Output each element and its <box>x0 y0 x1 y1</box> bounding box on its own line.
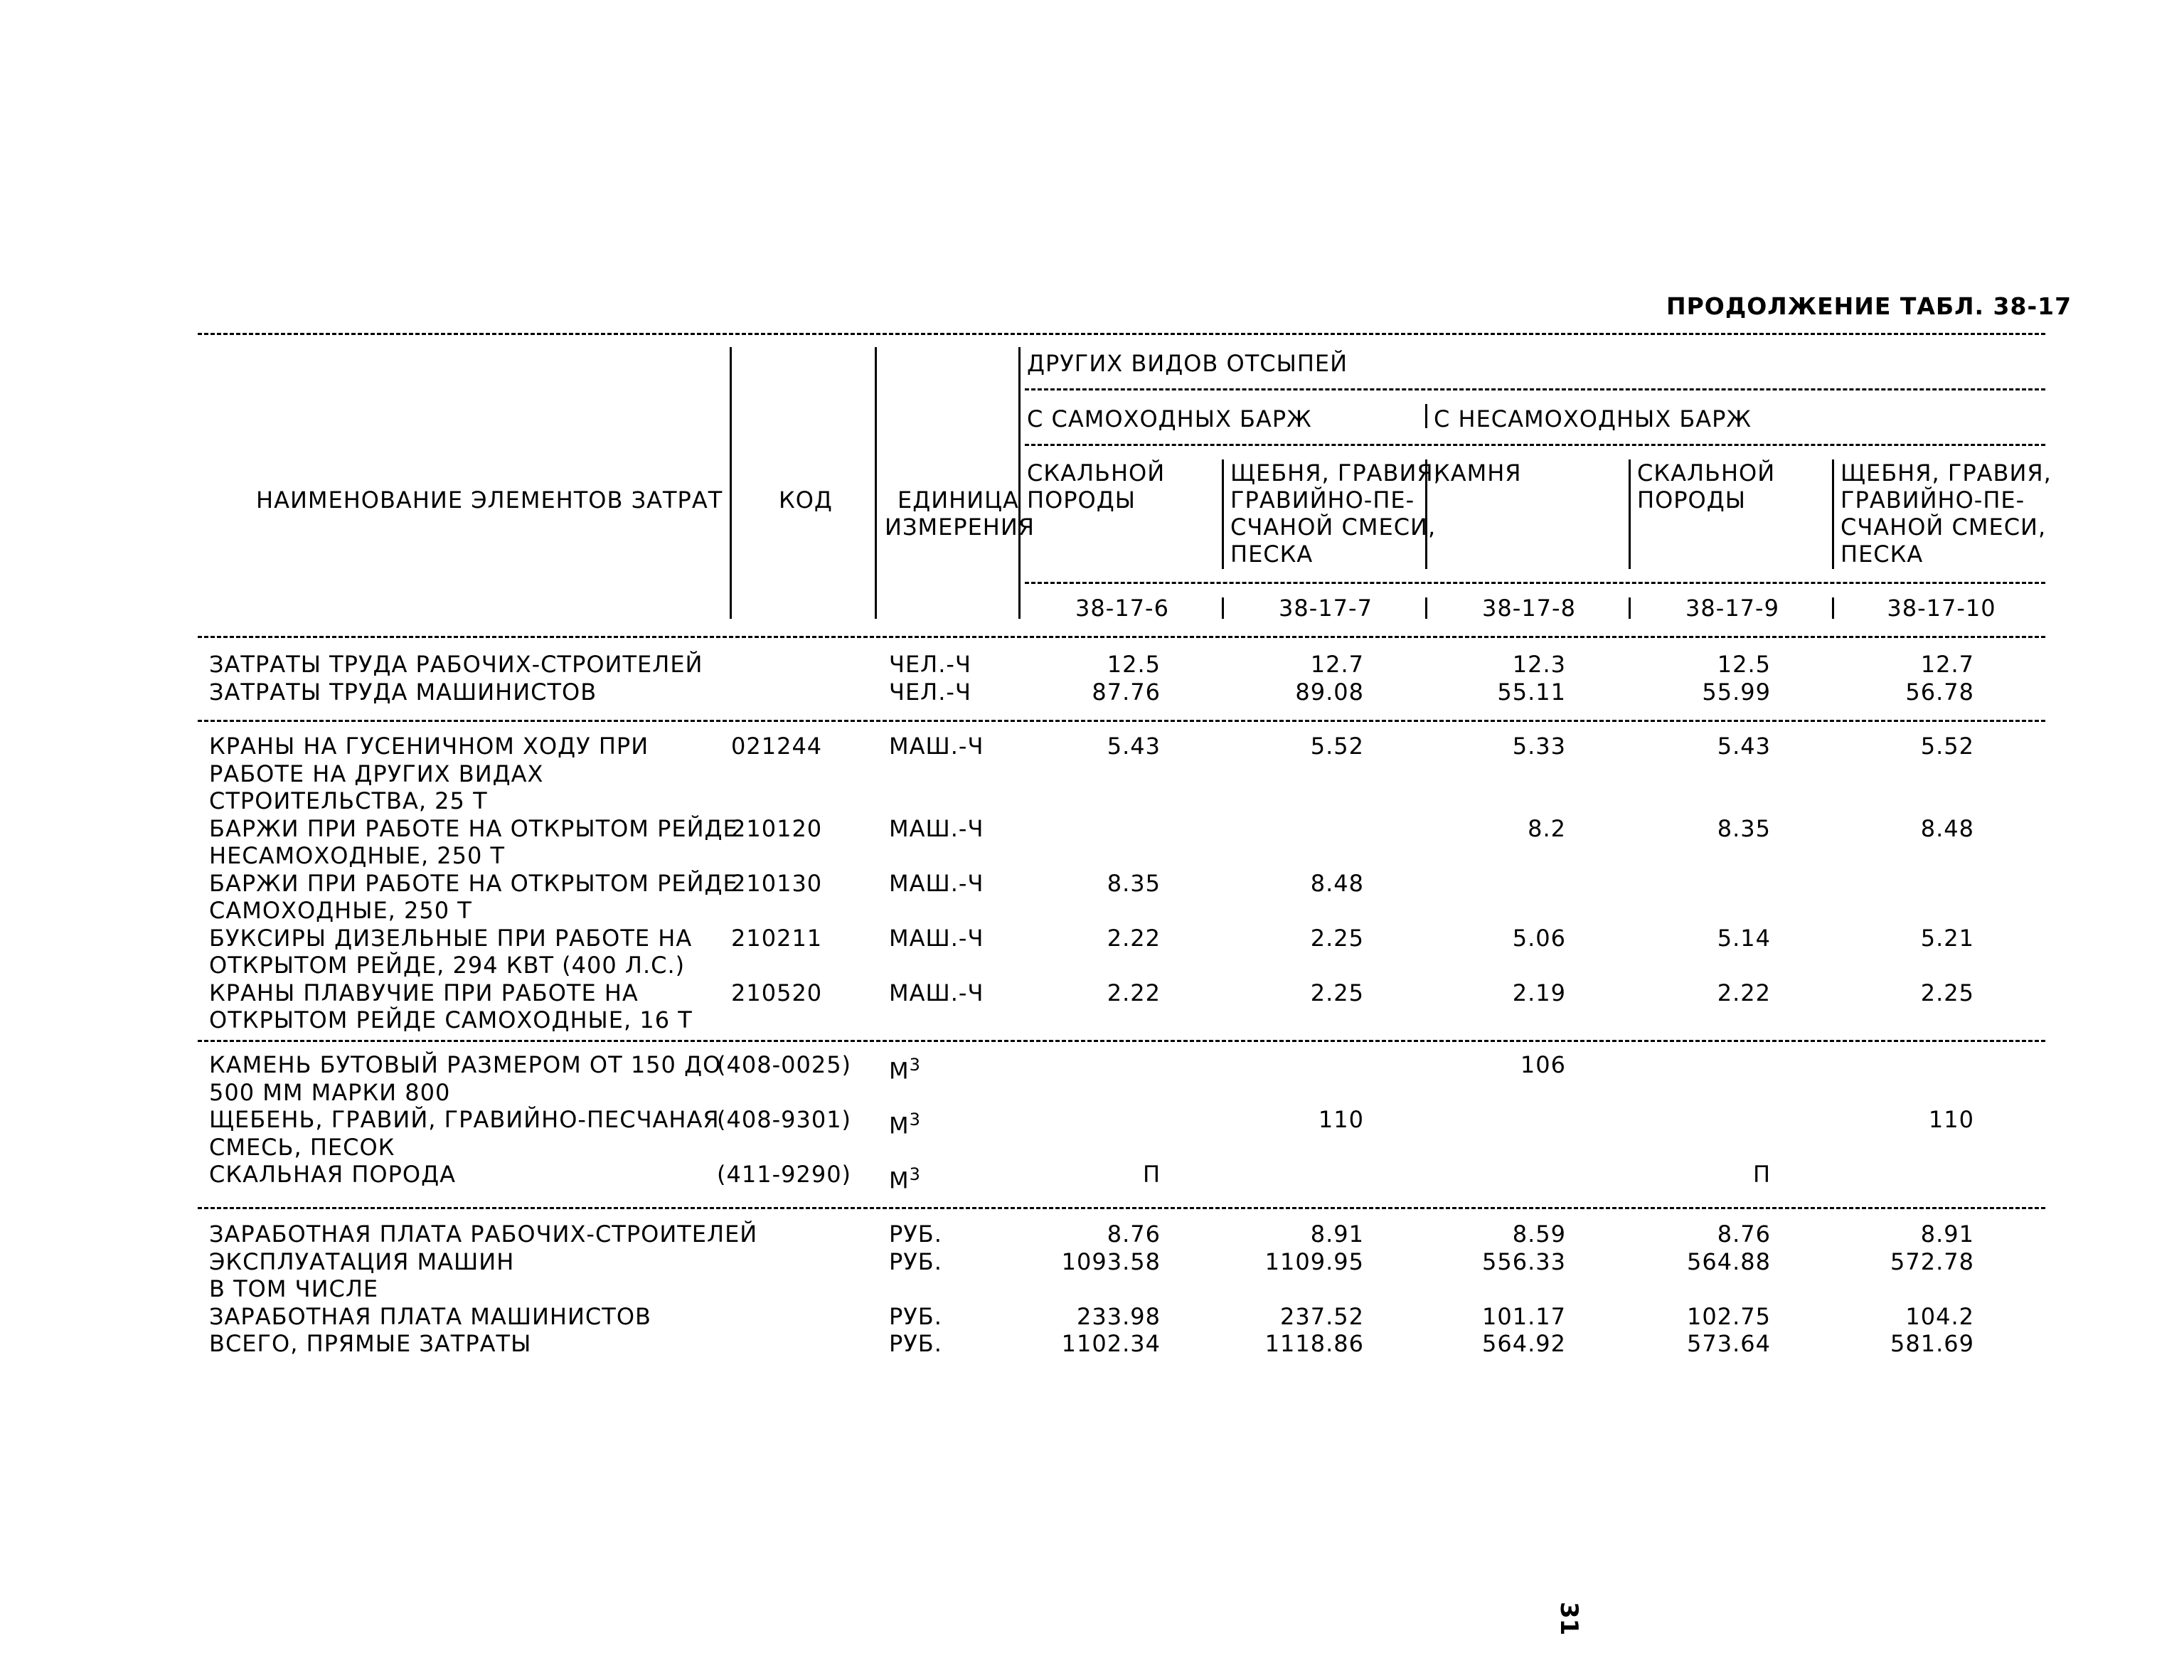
norm-code-5: 38-17-10 <box>1887 595 1996 622</box>
row-unit: МАШ.-Ч <box>889 733 984 760</box>
mat-header-2-line2: ГРАВИЙНО-ПЕ- <box>1230 487 1415 514</box>
row-value-col-3: 55.11 <box>1497 678 1566 706</box>
row-name-line: БУКСИРЫ ДИЗЕЛЬНЫЕ ПРИ РАБОТЕ НА <box>209 924 693 952</box>
header-divider-mat-4 <box>1832 459 1834 569</box>
row-value-col-3: 5.06 <box>1512 924 1566 952</box>
row-value-col-3: 2.19 <box>1512 979 1566 1006</box>
row-value-col-5: 2.25 <box>1920 979 1974 1006</box>
header-divider-code <box>875 347 877 619</box>
header-divider-code-1 <box>1222 597 1224 619</box>
row-unit: РУБ. <box>889 1248 942 1275</box>
row-value-col-5: 5.52 <box>1920 733 1974 760</box>
norm-code-1: 38-17-6 <box>1075 595 1169 622</box>
row-value-col-1: 2.22 <box>1107 979 1161 1006</box>
row-value-col-1: 2.22 <box>1107 924 1161 952</box>
row-name-line: ЗАТРАТЫ ТРУДА МАШИНИСТОВ <box>209 678 597 706</box>
row-name-line: КАМЕНЬ БУТОВЫЙ РАЗМЕРОМ ОТ 150 ДО <box>209 1051 722 1078</box>
row-value-col-4: 5.43 <box>1717 733 1771 760</box>
header-rule-subgroup <box>1025 444 2045 446</box>
row-code: (408-0025) <box>717 1051 852 1078</box>
header-divider-mat-1 <box>1222 459 1224 569</box>
col-header-name: НАИМЕНОВАНИЕ ЭЛЕМЕНТОВ ЗАТРАТ <box>256 487 723 514</box>
row-value-col-4: 8.35 <box>1717 814 1771 842</box>
header-rule-codes <box>1025 582 2045 584</box>
row-value-col-1: 1093.58 <box>1061 1248 1161 1275</box>
row-unit: МАШ.-Ч <box>889 869 984 897</box>
unit-superscript: 3 <box>909 1110 921 1129</box>
row-unit: МАШ.-Ч <box>889 979 984 1006</box>
row-value-col-5: 8.91 <box>1920 1221 1974 1248</box>
col-header-group: ДРУГИХ ВИДОВ ОТСЫПЕЙ <box>1027 350 1348 377</box>
row-value-col-2: 2.25 <box>1310 979 1364 1006</box>
row-value-col-5: 572.78 <box>1890 1248 1974 1275</box>
row-value-col-3: 564.92 <box>1482 1330 1566 1357</box>
row-name-line: КРАНЫ НА ГУСЕНИЧНОМ ХОДУ ПРИ <box>209 733 649 760</box>
table-top-rule <box>198 333 2045 335</box>
row-name-line: ЗАТРАТЫ ТРУДА РАБОЧИХ-СТРОИТЕЛЕЙ <box>209 651 703 678</box>
mat-header-5-line1: ЩЕБНЯ, ГРАВИЯ, <box>1841 459 2052 487</box>
row-unit: $М^3$ <box>889 1055 921 1085</box>
row-value-col-5: 110 <box>1928 1106 1974 1133</box>
row-value-col-3: 12.3 <box>1512 651 1566 678</box>
row-value-col-4: 573.64 <box>1687 1330 1771 1357</box>
row-unit: РУБ. <box>889 1221 942 1248</box>
header-divider-mat-3 <box>1629 459 1631 569</box>
row-name-line: БАРЖИ ПРИ РАБОТЕ НА ОТКРЫТОМ РЕЙДЕ <box>209 814 738 842</box>
row-code: 021244 <box>731 733 823 760</box>
row-code: (408-9301) <box>717 1106 852 1133</box>
row-value-col-5: 8.48 <box>1920 814 1974 842</box>
mat-header-5-line4: ПЕСКА <box>1841 541 1924 568</box>
mat-header-2-line4: ПЕСКА <box>1230 541 1314 568</box>
mat-header-5-line2: ГРАВИЙНО-ПЕ- <box>1841 487 2025 514</box>
col-header-self-propelled: С САМОХОДНЫХ БАРЖ <box>1027 405 1312 432</box>
row-name-line: КРАНЫ ПЛАВУЧИЕ ПРИ РАБОТЕ НА <box>209 979 639 1006</box>
section-rule-machines <box>198 720 2045 722</box>
col-header-unit-line1: ЕДИНИЦА <box>897 487 1019 514</box>
row-value-col-1: 12.5 <box>1107 651 1161 678</box>
row-value-col-1: 1102.34 <box>1061 1330 1161 1357</box>
row-name-line: ЗАРАБОТНАЯ ПЛАТА МАШИНИСТОВ <box>209 1302 651 1330</box>
row-name-line: НЕСАМОХОДНЫЕ, 250 Т <box>209 842 506 869</box>
mat-header-5-line3: СЧАНОЙ СМЕСИ, <box>1841 514 2047 541</box>
col-header-unit-line2: ИЗМЕРЕНИЯ <box>885 514 1035 541</box>
row-name-line: СКАЛЬНАЯ ПОРОДА <box>209 1161 456 1188</box>
row-value-col-4: 55.99 <box>1702 678 1771 706</box>
mat-header-3-line1: КАМНЯ <box>1434 459 1522 487</box>
row-value-col-4: 5.14 <box>1717 924 1771 952</box>
row-value-col-3: 5.33 <box>1512 733 1566 760</box>
row-value-col-5: 56.78 <box>1905 678 1974 706</box>
section-rule-materials <box>198 1040 2045 1042</box>
row-unit: ЧЕЛ.-Ч <box>889 651 971 678</box>
row-unit: МАШ.-Ч <box>889 814 984 842</box>
row-value-col-3: 8.2 <box>1528 814 1566 842</box>
row-code: 210130 <box>731 869 823 897</box>
row-name-line: ЗАРАБОТНАЯ ПЛАТА РАБОЧИХ-СТРОИТЕЛЕЙ <box>209 1221 758 1248</box>
header-rule-group <box>1025 388 2045 390</box>
row-unit: РУБ. <box>889 1302 942 1330</box>
row-unit: ЧЕЛ.-Ч <box>889 678 971 706</box>
unit-superscript: 3 <box>909 1164 921 1184</box>
row-unit: РУБ. <box>889 1330 942 1357</box>
row-value-col-4: 2.22 <box>1717 979 1771 1006</box>
row-value-col-4: 102.75 <box>1687 1302 1771 1330</box>
row-code: 210120 <box>731 814 823 842</box>
row-code: (411-9290) <box>717 1161 852 1188</box>
row-value-col-4: 12.5 <box>1717 651 1771 678</box>
header-divider-code-4 <box>1832 597 1834 619</box>
row-unit: МАШ.-Ч <box>889 924 984 952</box>
mat-header-1-line2: ПОРОДЫ <box>1027 487 1136 514</box>
row-value-col-3: 556.33 <box>1482 1248 1566 1275</box>
row-name-line: В ТОМ ЧИСЛЕ <box>209 1275 379 1302</box>
norm-code-3: 38-17-8 <box>1482 595 1576 622</box>
row-name-line: ОТКРЫТОМ РЕЙДЕ САМОХОДНЫЕ, 16 Т <box>209 1006 693 1033</box>
row-value-col-2: 89.08 <box>1295 678 1364 706</box>
page-number: 31 <box>1555 1602 1583 1636</box>
mat-header-4-line2: ПОРОДЫ <box>1637 487 1746 514</box>
row-name-line: 500 ММ МАРКИ 800 <box>209 1078 451 1106</box>
row-value-col-1: 233.98 <box>1077 1302 1161 1330</box>
header-divider-code-2 <box>1425 597 1427 619</box>
row-value-col-5: 5.21 <box>1920 924 1974 952</box>
row-value-col-2: 110 <box>1318 1106 1364 1133</box>
row-code: 210520 <box>731 979 823 1006</box>
mat-header-4-line1: СКАЛЬНОЙ <box>1637 459 1776 487</box>
row-unit: $М^3$ <box>889 1110 921 1139</box>
row-name-line: ЩЕБЕНЬ, ГРАВИЙ, ГРАВИЙНО-ПЕСЧАНАЯ <box>209 1106 720 1133</box>
row-name-line: ОТКРЫТОМ РЕЙДЕ, 294 КВТ (400 Л.С.) <box>209 952 686 979</box>
row-unit: $М^3$ <box>889 1164 921 1194</box>
row-value-col-5: 581.69 <box>1890 1330 1974 1357</box>
row-value-col-4: П <box>1752 1161 1771 1188</box>
row-name-line: ЭКСПЛУАТАЦИЯ МАШИН <box>209 1248 515 1275</box>
row-value-col-4: 8.76 <box>1717 1221 1771 1248</box>
row-value-col-2: 8.48 <box>1310 869 1364 897</box>
row-code: 210211 <box>731 924 823 952</box>
row-name-line: БАРЖИ ПРИ РАБОТЕ НА ОТКРЫТОМ РЕЙДЕ <box>209 869 738 897</box>
col-header-non-self-propelled: С НЕСАМОХОДНЫХ БАРЖ <box>1434 405 1752 432</box>
row-value-col-4: 564.88 <box>1687 1248 1771 1275</box>
section-rule-costs <box>198 1207 2045 1209</box>
row-value-col-1: П <box>1142 1161 1161 1188</box>
row-value-col-3: 101.17 <box>1482 1302 1566 1330</box>
header-divider-unit <box>1018 347 1021 619</box>
row-value-col-3: 8.59 <box>1512 1221 1566 1248</box>
row-value-col-2: 1109.95 <box>1264 1248 1364 1275</box>
row-value-col-2: 1118.86 <box>1264 1330 1364 1357</box>
row-value-col-1: 87.76 <box>1092 678 1161 706</box>
row-value-col-3: 106 <box>1520 1051 1566 1078</box>
row-value-col-1: 5.43 <box>1107 733 1161 760</box>
header-divider-code-3 <box>1629 597 1631 619</box>
mat-header-2-line3: СЧАНОЙ СМЕСИ, <box>1230 514 1437 541</box>
row-value-col-2: 237.52 <box>1280 1302 1364 1330</box>
header-divider-name <box>730 347 732 619</box>
row-value-col-1: 8.35 <box>1107 869 1161 897</box>
row-name-line: ВСЕГО, ПРЯМЫЕ ЗАТРАТЫ <box>209 1330 532 1357</box>
mat-header-2-line1: ЩЕБНЯ, ГРАВИЯ, <box>1230 459 1442 487</box>
unit-superscript: 3 <box>909 1055 921 1075</box>
row-value-col-2: 12.7 <box>1310 651 1364 678</box>
mat-header-1-line1: СКАЛЬНОЙ <box>1027 459 1166 487</box>
row-value-col-2: 2.25 <box>1310 924 1364 952</box>
row-value-col-1: 8.76 <box>1107 1221 1161 1248</box>
row-value-col-2: 5.52 <box>1310 733 1364 760</box>
row-value-col-5: 12.7 <box>1920 651 1974 678</box>
row-value-col-5: 104.2 <box>1905 1302 1974 1330</box>
header-divider-subgroup <box>1425 404 1427 428</box>
row-name-line: СМЕСЬ, ПЕСОК <box>209 1133 395 1161</box>
row-name-line: РАБОТЕ НА ДРУГИХ ВИДАХ <box>209 760 544 787</box>
col-header-code: КОД <box>779 487 833 514</box>
norm-code-4: 38-17-9 <box>1685 595 1779 622</box>
row-value-col-2: 8.91 <box>1310 1221 1364 1248</box>
header-bottom-rule <box>198 636 2045 638</box>
row-name-line: САМОХОДНЫЕ, 250 Т <box>209 897 472 924</box>
row-name-line: СТРОИТЕЛЬСТВА, 25 Т <box>209 787 488 814</box>
norm-code-2: 38-17-7 <box>1279 595 1373 622</box>
table-continuation-title: ПРОДОЛЖЕНИЕ ТАБЛ. 38-17 <box>1666 292 2072 320</box>
